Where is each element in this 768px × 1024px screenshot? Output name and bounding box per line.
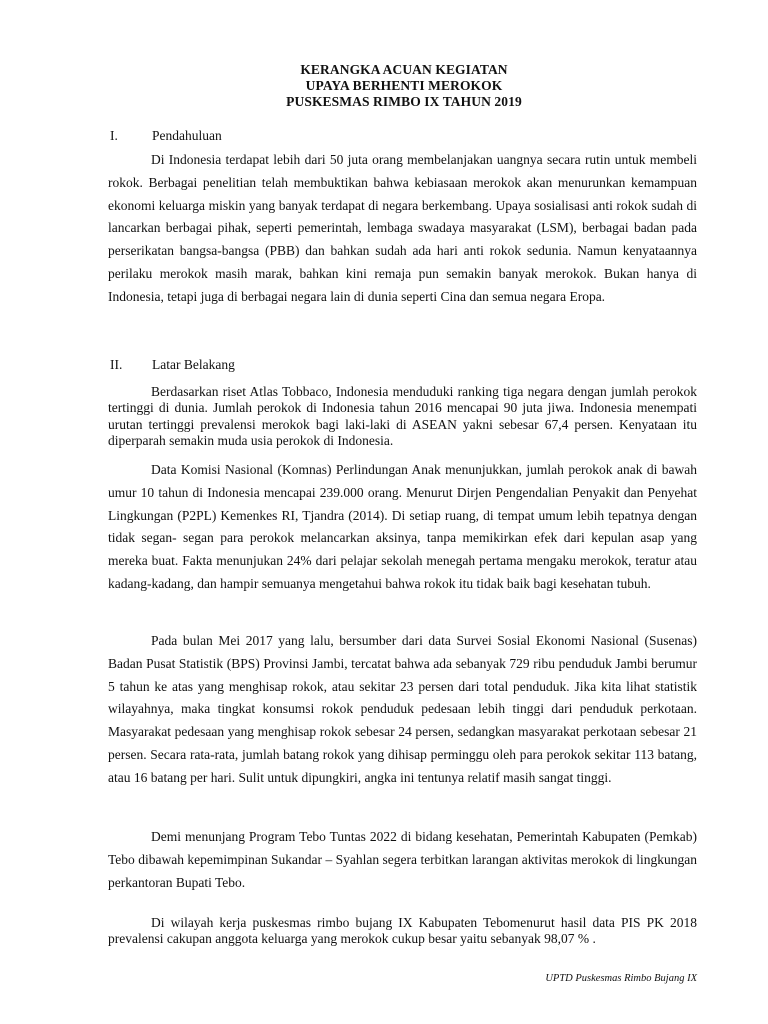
title-line-2: UPAYA BERHENTI MEROKOK <box>305 78 503 93</box>
paragraph-pendahuluan: Di Indonesia terdapat lebih dari 50 juta orang membelanjakan uangnya secara rutin untuk membeli rokok. Berbagai penelitian telah membuktikan bahwa kebiasaan merokok akan menurunkan kemampuan ekonomi keluarga miskin yang banyak terdapat di negara berkembang. Upaya sosialisasi anti rokok sudah di lancarkan berbagai pihak, seperti pemerintah, lembaga swadaya masyarakat (LSM), berbagai badan pada perserikatan bangsa-bangsa (PBB) dan bahkan sudah ada hari anti rokok sedunia. Namun kenyataannya perilaku merokok masih marak, bahkan kini remaja pun semakin banyak merokok. Bukan hanya di Indonesia, tetapi juga di berbagai negara lain di dunia seperti Cina dan semua negara Eropa. <box>108 152 697 304</box>
section-title: Pendahuluan <box>152 128 222 143</box>
section-heading-pendahuluan <box>110 128 222 144</box>
section-number: I. <box>110 128 118 143</box>
title-line-1: KERANGKA ACUAN KEGIATAN <box>300 62 508 77</box>
title-line-3: PUSKESMAS RIMBO IX TAHUN 2019 <box>286 94 522 109</box>
section-number: II. <box>110 357 123 372</box>
section-heading-latar-belakang <box>110 357 235 373</box>
section-title: Latar Belakang <box>152 357 235 372</box>
paragraph-susenas: Pada bulan Mei 2017 yang lalu, bersumber dari data Survei Sosial Ekonomi Nasional (Susenas) Badan Pusat Statistik (BPS) Provinsi Jambi, tercatat bahwa ada sebanyak 729 ribu penduduk Jambi berumur 5 tahun ke atas yang menghisap rokok, atau sekitar 23 persen dari total penduduk. Jika kita lihat statistik wilayahnya, maka tingkat konsumsi rokok penduduk pedesaan lebih tinggi dari penduduk perkotaan. Masyarakat pedesaan yang menghisap rokok sebesar 24 persen, sedangkan masyarakat perkotaan sebesar 21 persen. Secara rata-rata, jumlah batang rokok yang dihisap perminggu oleh para perokok sekitar 113 batang, atau 16 batang per hari. Sulit untuk dipungkiri, angka ini tentunya relatif masih sangat tinggi. <box>108 633 697 785</box>
page-footer: UPTD Puskesmas Rimbo Bujang IX <box>545 973 697 984</box>
paragraph-pis-pk: Di wilayah kerja puskesmas rimbo bujang IX Kabupaten Tebomenurut hasil data PIS PK 2018 prevalensi cakupan anggota keluarga yang merokok cukup besar yaitu sebanyak 98,07 % . <box>108 915 697 947</box>
paragraph-atlas-tobbaco: Berdasarkan riset Atlas Tobbaco, Indonesia menduduki ranking tiga negara dengan jumlah perokok tertinggi di dunia. Jumlah perokok di Indonesia tahun 2016 mencapai 90 juta jiwa. Indonesia menempati urutan tertinggi prevalensi merokok bagi laki-laki di ASEAN yakni sebesar 67,4 persen. Kenyataan itu diperparah semakin muda usia perokok di Indonesia. <box>108 384 697 449</box>
paragraph-tebo-tuntas: Demi menunjang Program Tebo Tuntas 2022 di bidang kesehatan, Pemerintah Kabupaten (Pemkab) Tebo dibawah kepemimpinan Sukandar – Syahlan segera terbitkan larangan aktivitas merokok di lingkungan perkantoran Bupati Tebo. <box>108 829 697 890</box>
paragraph-komnas: Data Komisi Nasional (Komnas) Perlindungan Anak menunjukkan, jumlah perokok anak di bawah umur 10 tahun di Indonesia mencapai 239.000 orang. Menurut Dirjen Pengendalian Penyakit dan Penyehat Lingkungan (P2PL) Kemenkes RI, Tjandra (2014). Di setiap ruang, di tempat umum lebih tepatnya dengan tidak segan- segan para perokok melancarkan aksinya, tanpa memikirkan efek dari kepulan asap yang mereka buat. Fakta menunjukan 24% dari pelajar sekolah menegah pertama mengaku merokok, teratur atau kadang-kadang, dan hampir semuanya mengetahui bahwa rokok itu tidak baik bagi kesehatan tubuh. <box>108 462 697 591</box>
